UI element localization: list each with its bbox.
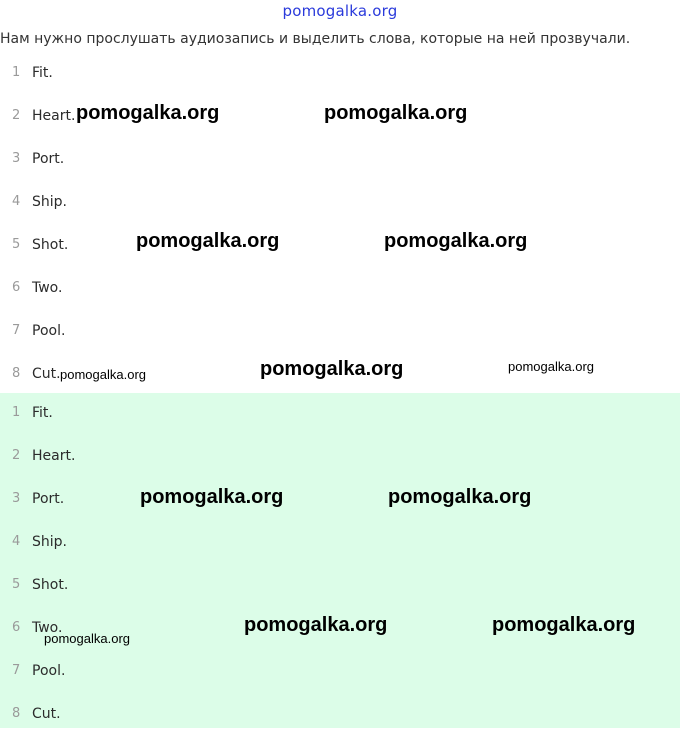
list-item (0, 268, 680, 311)
item-number: 7 (12, 323, 21, 338)
item-number: 3 (12, 491, 21, 506)
item-word: Shot. (32, 577, 69, 593)
list-item (0, 694, 680, 737)
list-item (0, 182, 680, 225)
watermark: pomogalka.org (244, 614, 388, 636)
item-number: 6 (12, 620, 21, 635)
list-item (0, 522, 680, 565)
item-word: Cut. (32, 706, 61, 722)
watermark: pomogalka.org (136, 230, 280, 252)
item-word: Port. (32, 151, 65, 167)
watermark: pomogalka.org (76, 102, 220, 124)
item-number: 8 (12, 706, 21, 721)
item-number: 5 (12, 577, 21, 592)
list-item (0, 393, 680, 436)
list-item (0, 436, 680, 479)
list-item (0, 225, 680, 268)
list-item (0, 651, 680, 694)
site-logo[interactable]: pomogalka.org (282, 2, 398, 20)
list-item (0, 139, 680, 182)
item-number: 4 (12, 194, 21, 209)
item-number: 5 (12, 237, 21, 252)
item-word: Ship. (32, 194, 67, 210)
watermark: pomogalka.org (60, 367, 146, 382)
list-item (0, 565, 680, 608)
instruction-text: Нам нужно прослушать аудиозапись и выделить слова, которые на ней прозвучали. (0, 31, 631, 47)
watermark: pomogalka.org (260, 358, 404, 380)
item-number: 1 (12, 65, 21, 80)
watermark: pomogalka.org (388, 486, 532, 508)
watermark: pomogalka.org (324, 102, 468, 124)
item-number: 4 (12, 534, 21, 549)
item-number: 2 (12, 108, 21, 123)
item-word: Two. (32, 280, 63, 296)
item-number: 8 (12, 366, 21, 381)
item-word: Fit. (32, 405, 53, 421)
item-number: 1 (12, 405, 21, 420)
item-number: 3 (12, 151, 21, 166)
item-word: Two. (32, 620, 63, 636)
item-word: Ship. (32, 534, 67, 550)
answer-list (0, 393, 680, 728)
list-item (0, 311, 680, 354)
list-item (0, 479, 680, 522)
item-number: 7 (12, 663, 21, 678)
watermark: pomogalka.org (492, 614, 636, 636)
item-word: Cut. (32, 366, 61, 382)
item-number: 6 (12, 280, 21, 295)
item-word: Fit. (32, 65, 53, 81)
watermark: pomogalka.org (384, 230, 528, 252)
list-item (0, 53, 680, 96)
item-word: Pool. (32, 663, 66, 679)
item-word: Shot. (32, 237, 69, 253)
item-word: Port. (32, 491, 65, 507)
watermark: pomogalka.org (140, 486, 284, 508)
item-word: Heart. (32, 108, 76, 124)
watermark: pomogalka.org (508, 359, 594, 374)
item-word: Pool. (32, 323, 66, 339)
item-word: Heart. (32, 448, 76, 464)
item-number: 2 (12, 448, 21, 463)
watermark: pomogalka.org (44, 631, 130, 646)
